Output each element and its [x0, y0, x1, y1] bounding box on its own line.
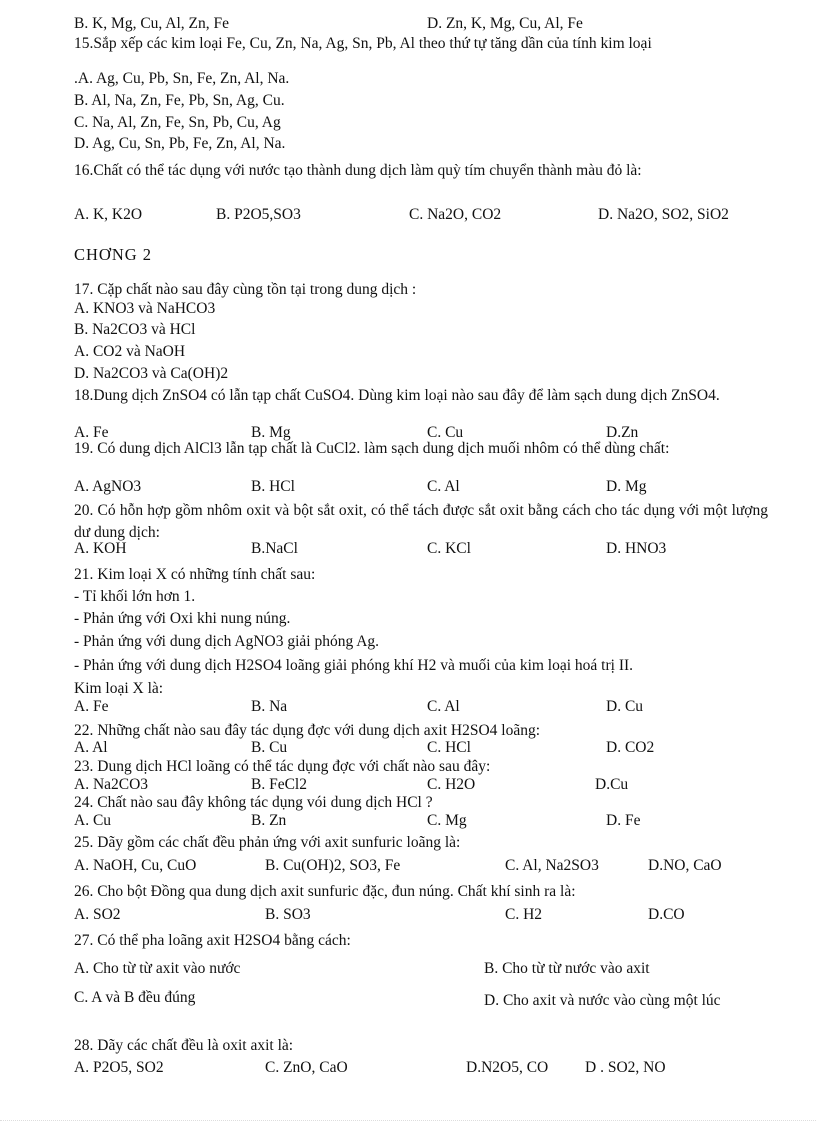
- q28-option-a: A. P2O5, SO2: [74, 1059, 164, 1076]
- q17-option-b: B. Na2CO3 và HCl: [74, 321, 196, 338]
- q19-option-d: D. Mg: [606, 478, 647, 495]
- q21-option-d: D. Cu: [606, 698, 644, 715]
- q23-option-d: D.Cu: [595, 776, 629, 793]
- q17-text: 17. Cặp chất nào sau đây cùng tồn tại trong dung dịch :: [74, 281, 417, 298]
- q14-option-d: D. Zn, K, Mg, Cu, Al, Fe: [427, 15, 583, 32]
- q21-property-2: - Phản ứng với Oxi khi nung núng.: [74, 610, 291, 627]
- q19-text: 19. Có dung dịch AlCl3 lẫn tạp chất là CuCl2. làm sạch dung dịch muối nhôm có thể dùng chất:: [74, 440, 670, 457]
- q17-option-a: A. KNO3 và NaHCO3: [74, 300, 216, 317]
- q25-option-d: D.NO, CaO: [648, 857, 722, 874]
- q26-option-c: C. H2: [505, 906, 543, 923]
- page-bottom-divider: [0, 1120, 816, 1121]
- q14-option-b: B. K, Mg, Cu, Al, Zn, Fe: [74, 15, 230, 32]
- q23-text: 23. Dung dịch HCl loãng có thể tác dụng đợc với chất nào sau đây:: [74, 758, 491, 775]
- q22-option-b: B. Cu: [251, 739, 288, 756]
- q21-property-1: - Tỉ khối lớn hơn 1.: [74, 588, 196, 605]
- q16-text: 16.Chất có thể tác dụng với nước tạo thành dung dịch làm quỳ tím chuyển thành màu đỏ là:: [74, 162, 642, 179]
- q20-option-c: C. KCl: [427, 540, 471, 557]
- q19-option-b: B. HCl: [251, 478, 295, 495]
- q15-text: 15.Sắp xếp các kim loại Fe, Cu, Zn, Na, Ag, Sn, Pb, Al theo thứ tự tăng dần của tính kim loại: [74, 35, 652, 52]
- q21-option-b: B. Na: [251, 698, 288, 715]
- q28-text: 28. Dãy các chất đều là oxit axit là:: [74, 1037, 294, 1054]
- q15-option-c: C. Na, Al, Zn, Fe, Sn, Pb, Cu, Ag: [74, 114, 281, 131]
- q17-option-c: A. CO2 và NaOH: [74, 343, 186, 360]
- q27-text: 27. Có thể pha loãng axit H2SO4 bằng cách:: [74, 932, 351, 949]
- q19-option-c: C. Al: [427, 478, 460, 495]
- q20-option-a: A. KOH: [74, 540, 127, 557]
- q23-option-a: A. Na2CO3: [74, 776, 149, 793]
- q22-option-d: D. CO2: [606, 739, 655, 756]
- q18-option-c: C. Cu: [427, 424, 464, 441]
- q21-question-end: Kim loại X là:: [74, 680, 164, 697]
- q22-option-c: C. HCl: [427, 739, 471, 756]
- q25-option-b: B. Cu(OH)2, SO3, Fe: [265, 857, 401, 874]
- q28-option-d1: D.N2O5, CO: [466, 1059, 549, 1076]
- q22-text: 22. Những chất nào sau đây tác dụng đợc với dung dịch axit H2SO4 loãng:: [74, 722, 541, 739]
- q27-option-d: D. Cho axit và nước vào cùng một lúc: [484, 992, 721, 1009]
- q22-option-a: A. Al: [74, 739, 108, 756]
- q28-option-c: C. ZnO, CaO: [265, 1059, 348, 1076]
- q25-option-c: C. Al, Na2SO3: [505, 857, 599, 874]
- q24-option-c: C. Mg: [427, 812, 467, 829]
- q27-option-a: A. Cho từ từ axit vào nước: [74, 960, 241, 977]
- q27-option-c: C. A và B đều đúng: [74, 989, 196, 1006]
- q16-option-d: D. Na2O, SO2, SiO2: [598, 206, 729, 223]
- q18-text: 18.Dung dịch ZnSO4 có lẫn tạp chất CuSO4. Dùng kim loại nào sau đây để làm sạch dung dịch ZnSO4.: [74, 387, 720, 404]
- q16-option-c: C. Na2O, CO2: [409, 206, 502, 223]
- q28-option-d2: D . SO2, NO: [585, 1059, 666, 1076]
- q15-option-d: D. Ag, Cu, Sn, Pb, Fe, Zn, Al, Na.: [74, 135, 286, 152]
- q20-text: 20. Có hỗn hợp gồm nhôm oxit và bột sắt oxit, có thể tách được sắt oxit bằng cách cho tác dụng với một lượng dư dung dịch:: [74, 502, 768, 541]
- q16-option-b: B. P2O5,SO3: [216, 206, 301, 223]
- q25-text: 25. Dãy gồm các chất đều phản ứng với axit sunfuric loãng là:: [74, 834, 461, 851]
- q24-option-b: B. Zn: [251, 812, 287, 829]
- q17-option-d: D. Na2CO3 và Ca(OH)2: [74, 365, 229, 382]
- q24-text: 24. Chất nào sau đây không tác dụng vói dung dịch HCl ?: [74, 794, 433, 811]
- q15-option-b: B. Al, Na, Zn, Fe, Pb, Sn, Ag, Cu.: [74, 92, 285, 109]
- q25-option-a: A. NaOH, Cu, CuO: [74, 857, 197, 874]
- q21-property-4: - Phản ứng với dung dịch H2SO4 loãng giải phóng khí H2 và muối của kim loại hoá trị II.: [74, 657, 634, 674]
- q19-option-a: A. AgNO3: [74, 478, 142, 495]
- q18-option-a: A. Fe: [74, 424, 109, 441]
- q15-option-a: .A. Ag, Cu, Pb, Sn, Fe, Zn, Al, Na.: [74, 70, 290, 87]
- q18-option-d: D.Zn: [606, 424, 639, 441]
- q26-option-a: A. SO2: [74, 906, 121, 923]
- q21-option-c: C. Al: [427, 698, 460, 715]
- q26-text: 26. Cho bột Đồng qua dung dịch axit sunfuric đặc, đun núng. Chất khí sinh ra là:: [74, 883, 576, 900]
- q24-option-a: A. Cu: [74, 812, 112, 829]
- q26-option-b: B. SO3: [265, 906, 311, 923]
- q21-option-a: A. Fe: [74, 698, 109, 715]
- chapter-heading: CHƠNG 2: [74, 245, 153, 264]
- q16-option-a: A. K, K2O: [74, 206, 143, 223]
- q27-option-b: B. Cho từ từ nước vào axit: [484, 960, 650, 977]
- q21-text: 21. Kim loại X có những tính chất sau:: [74, 566, 316, 583]
- q21-property-3: - Phản ứng với dung dịch AgNO3 giải phóng Ag.: [74, 633, 380, 650]
- q20-option-d: D. HNO3: [606, 540, 667, 557]
- q23-option-c: C. H2O: [427, 776, 476, 793]
- q26-option-d: D.CO: [648, 906, 685, 923]
- q20-option-b: B.NaCl: [251, 540, 298, 557]
- q24-option-d: D. Fe: [606, 812, 641, 829]
- q18-option-b: B. Mg: [251, 424, 291, 441]
- q23-option-b: B. FeCl2: [251, 776, 307, 793]
